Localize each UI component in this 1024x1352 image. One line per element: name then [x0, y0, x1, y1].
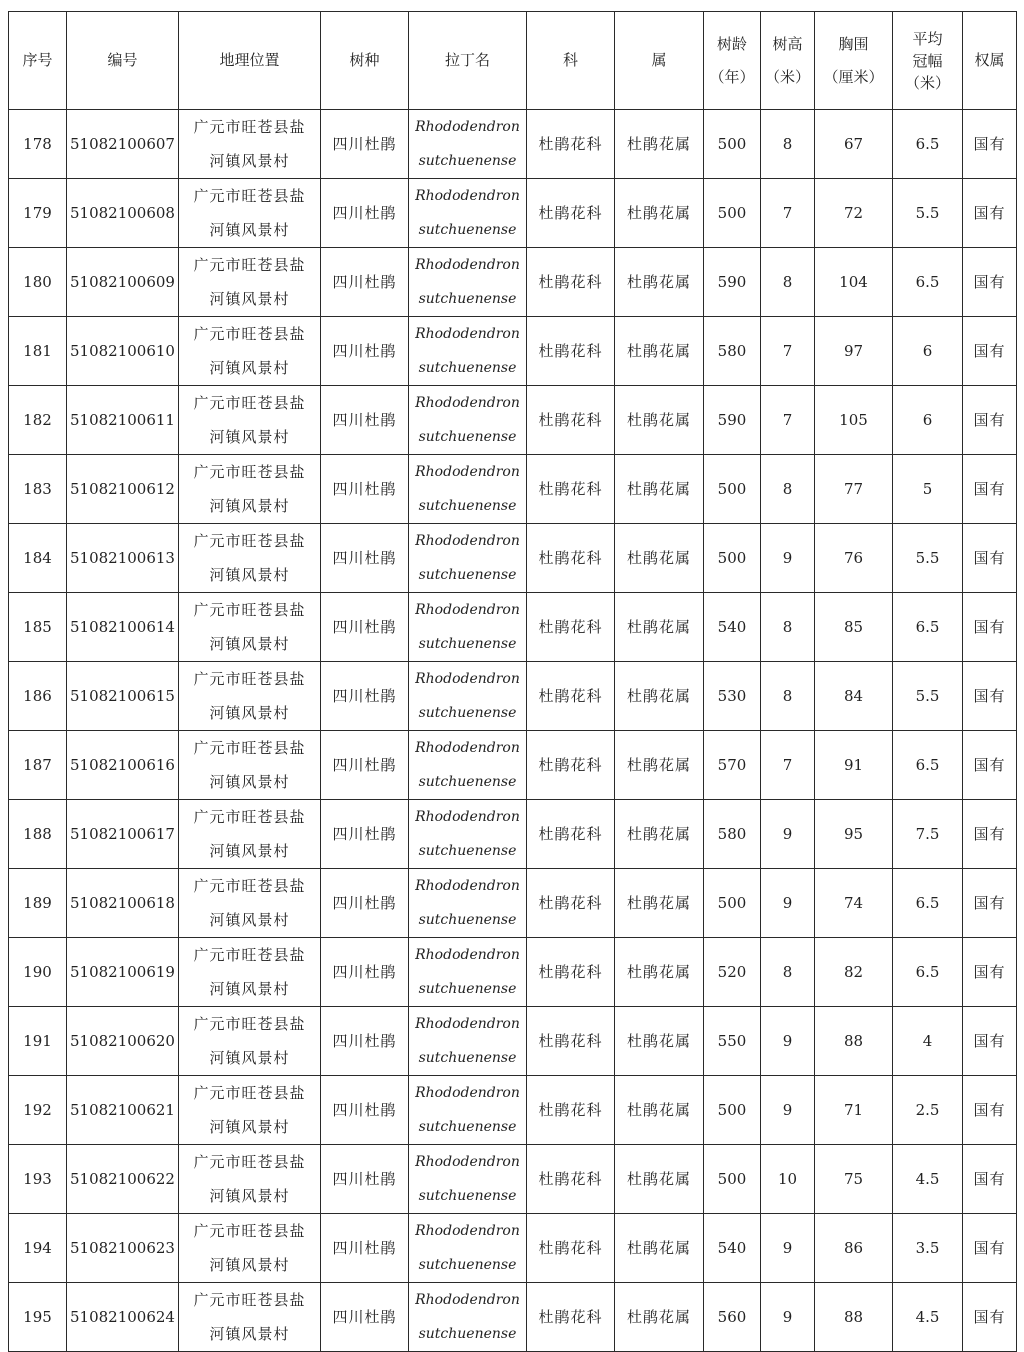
cell-genus: 杜鹃花属 [615, 662, 704, 731]
cell-ownership: 国有 [963, 386, 1017, 455]
cell-latin: Rhododendron sutchuenense [409, 1214, 527, 1283]
col-header-ownership: 权属 [963, 12, 1017, 110]
table-row [9, 1076, 1017, 1145]
cell-girth: 67 [815, 110, 893, 179]
cell-species: 四川杜鹃 [321, 731, 409, 800]
cell-latin: Rhododendron sutchuenense [409, 1007, 527, 1076]
cell-girth: 77 [815, 455, 893, 524]
cell-ownership: 国有 [963, 524, 1017, 593]
cell-latin: Rhododendron sutchuenense [409, 869, 527, 938]
cell-latin: Rhododendron sutchuenense [409, 593, 527, 662]
col-header-family: 科 [527, 12, 615, 110]
cell-latin: Rhododendron sutchuenense [409, 110, 527, 179]
cell-height: 10 [761, 1145, 815, 1214]
cell-crown: 4 [893, 1007, 963, 1076]
cell-location: 广元市旺苍县盐 河镇风景村 [179, 938, 321, 1007]
cell-age: 520 [704, 938, 761, 1007]
cell-seq: 194 [9, 1214, 67, 1283]
cell-code: 51082100610 [67, 317, 179, 386]
cell-family: 杜鹃花科 [527, 386, 615, 455]
cell-latin: Rhododendron sutchuenense [409, 938, 527, 1007]
cell-code: 51082100623 [67, 1214, 179, 1283]
cell-age: 580 [704, 317, 761, 386]
cell-height: 9 [761, 1283, 815, 1352]
cell-ownership: 国有 [963, 869, 1017, 938]
cell-height: 7 [761, 731, 815, 800]
cell-species: 四川杜鹃 [321, 386, 409, 455]
cell-crown: 7.5 [893, 800, 963, 869]
cell-girth: 82 [815, 938, 893, 1007]
cell-species: 四川杜鹃 [321, 110, 409, 179]
cell-family: 杜鹃花科 [527, 593, 615, 662]
cell-ownership: 国有 [963, 110, 1017, 179]
cell-crown: 5.5 [893, 179, 963, 248]
cell-location: 广元市旺苍县盐 河镇风景村 [179, 248, 321, 317]
cell-seq: 187 [9, 731, 67, 800]
col-header-species: 树种 [321, 12, 409, 110]
table-row [9, 1214, 1017, 1283]
cell-age: 550 [704, 1007, 761, 1076]
cell-seq: 191 [9, 1007, 67, 1076]
cell-crown: 4.5 [893, 1283, 963, 1352]
cell-family: 杜鹃花科 [527, 1076, 615, 1145]
cell-seq: 186 [9, 662, 67, 731]
table-row [9, 938, 1017, 1007]
cell-location: 广元市旺苍县盐 河镇风景村 [179, 800, 321, 869]
cell-location: 广元市旺苍县盐 河镇风景村 [179, 593, 321, 662]
cell-code: 51082100612 [67, 455, 179, 524]
cell-species: 四川杜鹃 [321, 800, 409, 869]
cell-family: 杜鹃花科 [527, 938, 615, 1007]
cell-age: 580 [704, 800, 761, 869]
cell-girth: 88 [815, 1007, 893, 1076]
cell-species: 四川杜鹃 [321, 1283, 409, 1352]
cell-species: 四川杜鹃 [321, 248, 409, 317]
cell-height: 9 [761, 869, 815, 938]
cell-location: 广元市旺苍县盐 河镇风景村 [179, 1007, 321, 1076]
table-row [9, 455, 1017, 524]
cell-code: 51082100607 [67, 110, 179, 179]
table-row [9, 593, 1017, 662]
cell-seq: 183 [9, 455, 67, 524]
cell-species: 四川杜鹃 [321, 1076, 409, 1145]
cell-species: 四川杜鹃 [321, 662, 409, 731]
cell-girth: 74 [815, 869, 893, 938]
cell-latin: Rhododendron sutchuenense [409, 317, 527, 386]
cell-family: 杜鹃花科 [527, 179, 615, 248]
cell-species: 四川杜鹃 [321, 938, 409, 1007]
cell-ownership: 国有 [963, 938, 1017, 1007]
table-row [9, 248, 1017, 317]
col-header-age: 树龄 （年） [704, 12, 761, 110]
cell-age: 500 [704, 1076, 761, 1145]
cell-family: 杜鹃花科 [527, 1283, 615, 1352]
cell-crown: 5.5 [893, 524, 963, 593]
cell-crown: 6.5 [893, 110, 963, 179]
table-row [9, 386, 1017, 455]
cell-seq: 180 [9, 248, 67, 317]
cell-seq: 190 [9, 938, 67, 1007]
cell-height: 7 [761, 386, 815, 455]
cell-ownership: 国有 [963, 1076, 1017, 1145]
cell-species: 四川杜鹃 [321, 869, 409, 938]
cell-ownership: 国有 [963, 593, 1017, 662]
cell-seq: 195 [9, 1283, 67, 1352]
cell-latin: Rhododendron sutchuenense [409, 179, 527, 248]
cell-latin: Rhododendron sutchuenense [409, 524, 527, 593]
col-header-genus: 属 [615, 12, 704, 110]
cell-crown: 5.5 [893, 662, 963, 731]
cell-code: 51082100613 [67, 524, 179, 593]
cell-ownership: 国有 [963, 1214, 1017, 1283]
cell-height: 8 [761, 593, 815, 662]
cell-location: 广元市旺苍县盐 河镇风景村 [179, 1076, 321, 1145]
cell-code: 51082100618 [67, 869, 179, 938]
cell-height: 7 [761, 317, 815, 386]
cell-code: 51082100619 [67, 938, 179, 1007]
cell-height: 8 [761, 248, 815, 317]
cell-location: 广元市旺苍县盐 河镇风景村 [179, 386, 321, 455]
col-header-crown: 平均 冠幅 （米） [893, 12, 963, 110]
cell-genus: 杜鹃花属 [615, 455, 704, 524]
col-header-latin: 拉丁名 [409, 12, 527, 110]
cell-crown: 6.5 [893, 248, 963, 317]
cell-ownership: 国有 [963, 731, 1017, 800]
cell-crown: 6 [893, 386, 963, 455]
col-header-location: 地理位置 [179, 12, 321, 110]
cell-code: 51082100615 [67, 662, 179, 731]
cell-ownership: 国有 [963, 455, 1017, 524]
cell-girth: 84 [815, 662, 893, 731]
cell-ownership: 国有 [963, 179, 1017, 248]
cell-location: 广元市旺苍县盐 河镇风景村 [179, 1214, 321, 1283]
cell-family: 杜鹃花科 [527, 800, 615, 869]
table-body [9, 110, 1017, 1352]
cell-genus: 杜鹃花属 [615, 1145, 704, 1214]
cell-species: 四川杜鹃 [321, 179, 409, 248]
cell-latin: Rhododendron sutchuenense [409, 800, 527, 869]
cell-species: 四川杜鹃 [321, 1145, 409, 1214]
cell-code: 51082100616 [67, 731, 179, 800]
cell-girth: 86 [815, 1214, 893, 1283]
cell-height: 8 [761, 662, 815, 731]
cell-location: 广元市旺苍县盐 河镇风景村 [179, 869, 321, 938]
table-row [9, 524, 1017, 593]
cell-location: 广元市旺苍县盐 河镇风景村 [179, 455, 321, 524]
table-row [9, 1145, 1017, 1214]
cell-age: 500 [704, 524, 761, 593]
table-row [9, 110, 1017, 179]
cell-genus: 杜鹃花属 [615, 317, 704, 386]
cell-girth: 104 [815, 248, 893, 317]
cell-latin: Rhododendron sutchuenense [409, 1145, 527, 1214]
cell-genus: 杜鹃花属 [615, 110, 704, 179]
cell-family: 杜鹃花科 [527, 317, 615, 386]
cell-age: 530 [704, 662, 761, 731]
cell-genus: 杜鹃花属 [615, 1076, 704, 1145]
cell-code: 51082100614 [67, 593, 179, 662]
cell-girth: 71 [815, 1076, 893, 1145]
cell-genus: 杜鹃花属 [615, 1283, 704, 1352]
cell-height: 9 [761, 524, 815, 593]
cell-height: 8 [761, 455, 815, 524]
cell-seq: 192 [9, 1076, 67, 1145]
cell-seq: 184 [9, 524, 67, 593]
cell-crown: 6.5 [893, 869, 963, 938]
cell-ownership: 国有 [963, 662, 1017, 731]
col-header-height: 树高 （米） [761, 12, 815, 110]
cell-code: 51082100620 [67, 1007, 179, 1076]
cell-genus: 杜鹃花属 [615, 869, 704, 938]
cell-girth: 76 [815, 524, 893, 593]
cell-location: 广元市旺苍县盐 河镇风景村 [179, 179, 321, 248]
table-row [9, 317, 1017, 386]
cell-age: 540 [704, 593, 761, 662]
cell-age: 590 [704, 386, 761, 455]
cell-age: 590 [704, 248, 761, 317]
cell-crown: 6.5 [893, 938, 963, 1007]
cell-family: 杜鹃花科 [527, 1214, 615, 1283]
cell-height: 9 [761, 1214, 815, 1283]
cell-ownership: 国有 [963, 800, 1017, 869]
cell-genus: 杜鹃花属 [615, 1214, 704, 1283]
cell-species: 四川杜鹃 [321, 1007, 409, 1076]
cell-ownership: 国有 [963, 1283, 1017, 1352]
cell-girth: 95 [815, 800, 893, 869]
cell-seq: 189 [9, 869, 67, 938]
cell-girth: 105 [815, 386, 893, 455]
cell-height: 7 [761, 179, 815, 248]
cell-height: 9 [761, 1007, 815, 1076]
cell-location: 广元市旺苍县盐 河镇风景村 [179, 1145, 321, 1214]
cell-genus: 杜鹃花属 [615, 731, 704, 800]
cell-code: 51082100608 [67, 179, 179, 248]
cell-family: 杜鹃花科 [527, 731, 615, 800]
cell-height: 9 [761, 800, 815, 869]
cell-species: 四川杜鹃 [321, 455, 409, 524]
cell-age: 500 [704, 179, 761, 248]
cell-crown: 6 [893, 317, 963, 386]
cell-age: 570 [704, 731, 761, 800]
cell-seq: 193 [9, 1145, 67, 1214]
col-header-code: 编号 [67, 12, 179, 110]
cell-code: 51082100621 [67, 1076, 179, 1145]
cell-crown: 3.5 [893, 1214, 963, 1283]
cell-latin: Rhododendron sutchuenense [409, 248, 527, 317]
cell-girth: 75 [815, 1145, 893, 1214]
cell-location: 广元市旺苍县盐 河镇风景村 [179, 110, 321, 179]
cell-seq: 178 [9, 110, 67, 179]
cell-seq: 179 [9, 179, 67, 248]
cell-seq: 181 [9, 317, 67, 386]
cell-age: 560 [704, 1283, 761, 1352]
header-row [9, 12, 1017, 110]
cell-family: 杜鹃花科 [527, 248, 615, 317]
cell-height: 8 [761, 938, 815, 1007]
tree-registry-table [8, 11, 1017, 1352]
cell-genus: 杜鹃花属 [615, 1007, 704, 1076]
cell-genus: 杜鹃花属 [615, 386, 704, 455]
cell-location: 广元市旺苍县盐 河镇风景村 [179, 662, 321, 731]
cell-age: 500 [704, 110, 761, 179]
cell-latin: Rhododendron sutchuenense [409, 455, 527, 524]
cell-genus: 杜鹃花属 [615, 524, 704, 593]
table-row [9, 179, 1017, 248]
table-row [9, 1283, 1017, 1352]
cell-location: 广元市旺苍县盐 河镇风景村 [179, 731, 321, 800]
cell-genus: 杜鹃花属 [615, 800, 704, 869]
cell-seq: 182 [9, 386, 67, 455]
col-header-seq: 序号 [9, 12, 67, 110]
cell-age: 540 [704, 1214, 761, 1283]
cell-location: 广元市旺苍县盐 河镇风景村 [179, 317, 321, 386]
cell-family: 杜鹃花科 [527, 1007, 615, 1076]
col-header-girth: 胸围 （厘米） [815, 12, 893, 110]
cell-species: 四川杜鹃 [321, 317, 409, 386]
cell-latin: Rhododendron sutchuenense [409, 1076, 527, 1145]
cell-age: 500 [704, 455, 761, 524]
cell-ownership: 国有 [963, 248, 1017, 317]
cell-family: 杜鹃花科 [527, 524, 615, 593]
cell-species: 四川杜鹃 [321, 1214, 409, 1283]
cell-ownership: 国有 [963, 317, 1017, 386]
cell-girth: 72 [815, 179, 893, 248]
cell-girth: 85 [815, 593, 893, 662]
cell-girth: 91 [815, 731, 893, 800]
cell-crown: 4.5 [893, 1145, 963, 1214]
cell-crown: 6.5 [893, 731, 963, 800]
cell-species: 四川杜鹃 [321, 593, 409, 662]
cell-ownership: 国有 [963, 1007, 1017, 1076]
cell-location: 广元市旺苍县盐 河镇风景村 [179, 1283, 321, 1352]
cell-ownership: 国有 [963, 1145, 1017, 1214]
cell-latin: Rhododendron sutchuenense [409, 1283, 527, 1352]
table-row [9, 662, 1017, 731]
cell-crown: 6.5 [893, 593, 963, 662]
cell-family: 杜鹃花科 [527, 455, 615, 524]
cell-family: 杜鹃花科 [527, 662, 615, 731]
table-row [9, 1007, 1017, 1076]
cell-code: 51082100624 [67, 1283, 179, 1352]
table-row [9, 731, 1017, 800]
cell-height: 9 [761, 1076, 815, 1145]
cell-family: 杜鹃花科 [527, 110, 615, 179]
table-row [9, 869, 1017, 938]
cell-latin: Rhododendron sutchuenense [409, 731, 527, 800]
cell-crown: 5 [893, 455, 963, 524]
cell-latin: Rhododendron sutchuenense [409, 662, 527, 731]
cell-age: 500 [704, 1145, 761, 1214]
cell-family: 杜鹃花科 [527, 869, 615, 938]
cell-latin: Rhododendron sutchuenense [409, 386, 527, 455]
cell-code: 51082100611 [67, 386, 179, 455]
cell-genus: 杜鹃花属 [615, 179, 704, 248]
cell-girth: 97 [815, 317, 893, 386]
cell-age: 500 [704, 869, 761, 938]
cell-genus: 杜鹃花属 [615, 248, 704, 317]
cell-seq: 188 [9, 800, 67, 869]
cell-code: 51082100617 [67, 800, 179, 869]
cell-crown: 2.5 [893, 1076, 963, 1145]
cell-genus: 杜鹃花属 [615, 938, 704, 1007]
cell-location: 广元市旺苍县盐 河镇风景村 [179, 524, 321, 593]
cell-family: 杜鹃花科 [527, 1145, 615, 1214]
cell-genus: 杜鹃花属 [615, 593, 704, 662]
table-row [9, 800, 1017, 869]
cell-girth: 88 [815, 1283, 893, 1352]
cell-code: 51082100622 [67, 1145, 179, 1214]
cell-species: 四川杜鹃 [321, 524, 409, 593]
cell-height: 8 [761, 110, 815, 179]
cell-code: 51082100609 [67, 248, 179, 317]
cell-seq: 185 [9, 593, 67, 662]
